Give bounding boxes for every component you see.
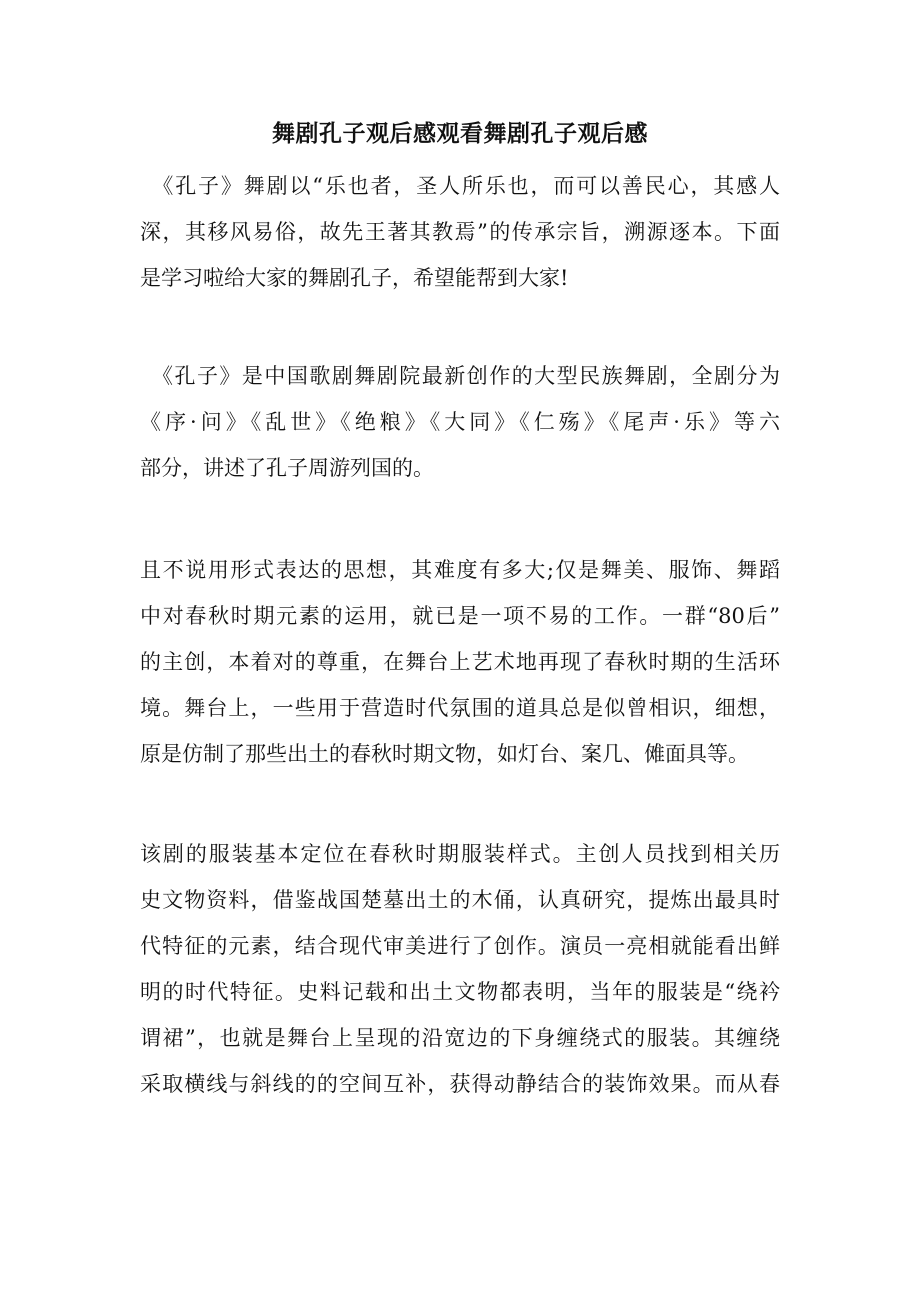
paragraph-line: 《序·问》《乱世》《绝粮》《大同》《仁殇》《尾声·乐》等六 xyxy=(140,410,780,434)
paragraph-line: 深，其移风易俗，故先王著其教焉”的传承宗旨，溯源逐本。下面 xyxy=(140,220,780,244)
paragraph-line: 《孔子》舞剧以“乐也者，圣人所乐也，而可以善民心，其感人 xyxy=(140,174,780,198)
document-title: 舞剧孔子观后感观看舞剧孔子观后感 xyxy=(272,120,648,147)
paragraph-intro xyxy=(140,163,780,301)
paragraph-line: 《孔子》是中国歌剧舞剧院最新创作的大型民族舞剧，全剧分为 xyxy=(140,364,780,388)
paragraph-line: 该剧的服装基本定位在春秋时期服装样式。主创人员找到相关历 xyxy=(140,842,780,866)
paragraph-overview xyxy=(140,353,780,491)
paragraph-costume xyxy=(140,831,780,1107)
paragraph-line: 的主创，本着对的尊重，在舞台上艺术地再现了春秋时期的生活环 xyxy=(140,650,780,674)
paragraph-line: 明的时代特征。史料记载和出土文物都表明，当年的服装是“绕衿 xyxy=(140,980,780,1004)
paragraph-line: 中对春秋时期元素的运用，就已是一项不易的工作。一群“80后” xyxy=(140,604,780,628)
paragraph-line: 原是仿制了那些出土的春秋时期文物，如灯台、案几、傩面具等。 xyxy=(140,742,749,766)
paragraph-line: 谓裙”，也就是舞台上呈现的沿宽边的下身缠绕式的服装。其缠绕 xyxy=(140,1026,780,1050)
paragraph-stage-design xyxy=(140,547,780,777)
paragraph-line: 境。舞台上，一些用于营造时代氛围的道具总是似曾相识，细想， xyxy=(140,696,780,720)
paragraph-line: 代特征的元素，结合现代审美进行了创作。演员一亮相就能看出鲜 xyxy=(140,934,780,958)
paragraph-line: 是学习啦给大家的舞剧孔子，希望能帮到大家! xyxy=(140,266,569,290)
paragraph-line: 且不说用形式表达的思想，其难度有多大;仅是舞美、服饰、舞蹈 xyxy=(140,558,780,582)
paragraph-line: 部分，讲述了孔子周游列国的。 xyxy=(140,456,434,480)
paragraph-line: 采取横线与斜线的的空间互补，获得动静结合的装饰效果。而从春 xyxy=(140,1072,780,1096)
paragraph-line: 史文物资料，借鉴战国楚墓出土的木俑，认真研究，提炼出最具时 xyxy=(140,888,780,912)
